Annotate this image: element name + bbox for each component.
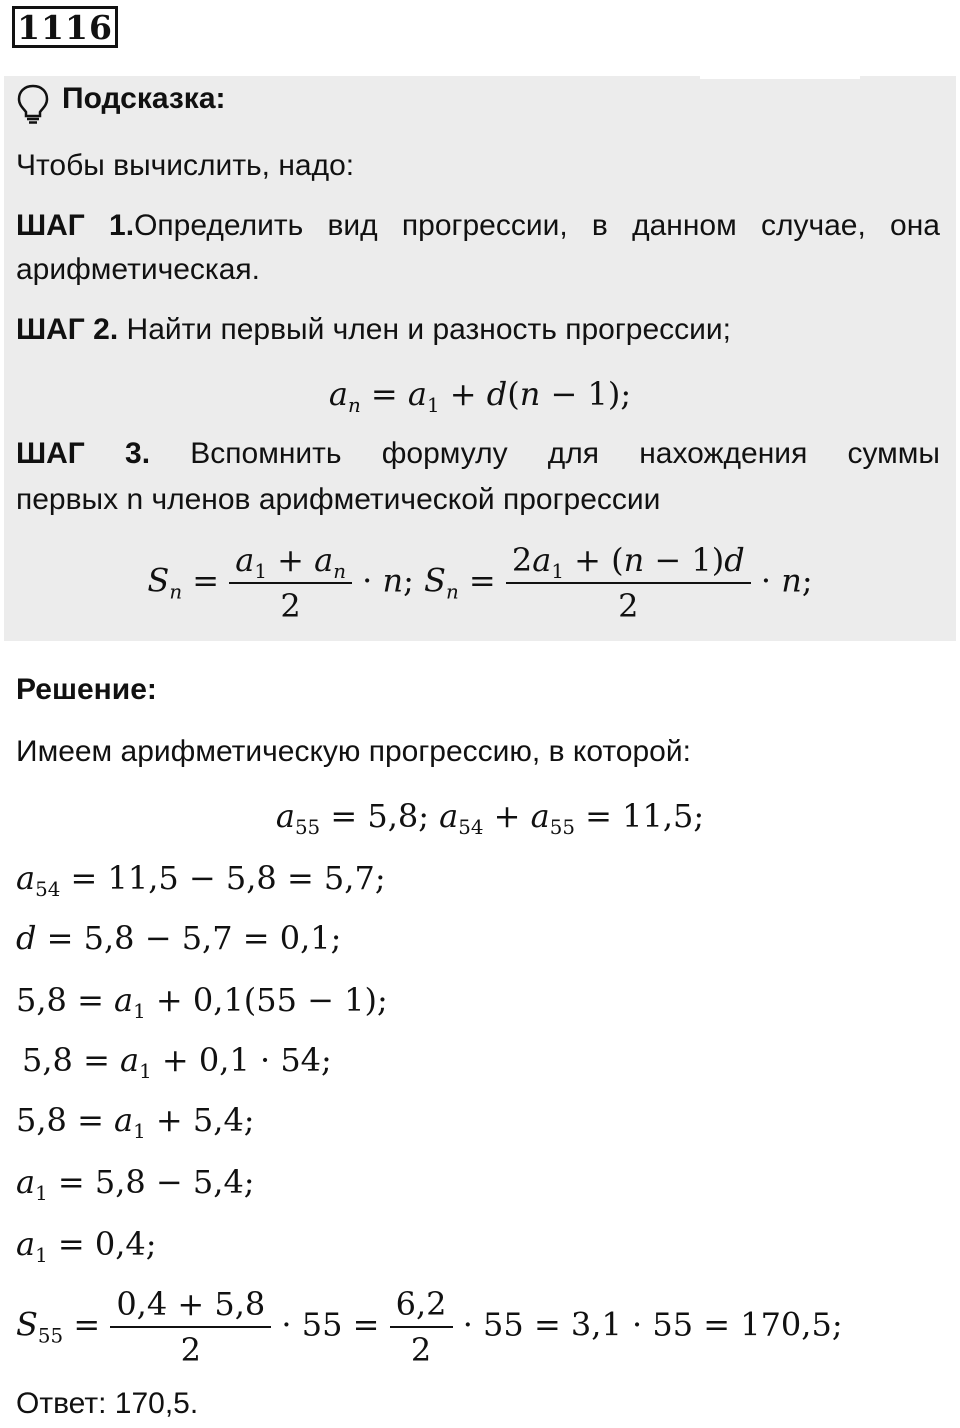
eq-a1-step4: $a_1 = 5,8 - 5,4$; [16, 1163, 255, 1205]
solution-intro: Имеем арифметическую прогрессию, в которой: [16, 735, 691, 768]
hint-intro: Чтобы вычислить, надо: [16, 149, 355, 182]
hint-step3-cont: первых n членов арифметической прогрессии [16, 483, 661, 516]
step3-label: ШАГ 3. [16, 437, 151, 470]
eq-a1-result: $a_1 = 0,4$; [16, 1225, 157, 1267]
given-values: $a_{55} = 5,8$; $a_{54} + a_{55} = 11,5$; [275, 797, 705, 839]
eq-a1-step1: $5,8 = a_1 + 0,1(55 - 1)$; [16, 981, 388, 1023]
step3-text-line1: Вспомнить формулу для нахождения суммы [190, 437, 940, 470]
step2-label: ШАГ 2. [16, 313, 119, 346]
answer: Ответ: 170,5. [16, 1387, 199, 1420]
hint-step3 [16, 432, 940, 476]
eq-a1-step3: $5,8 = a_1 + 5,4$; [16, 1101, 255, 1143]
hint-step1 [16, 204, 940, 248]
eq-sum-result: $S_{55}$ = $\frac{0,4 + 5,8}{2}$ · 55 = $\frac{6,2}{2}$ · 55 = 3,1 · 55 = 170,5; [16, 1282, 843, 1372]
task-number: 1116 [12, 6, 118, 48]
hint-title: Подсказка: [62, 82, 226, 115]
hint-step2 [16, 308, 731, 352]
solution-title: Решение: [16, 673, 157, 706]
formula-sum: $S_n$ = $\frac{a_1 + a_n}{2}$ · n; $S_n$ = $\frac{2a_1 + (n - 1)d}{2}$ · n; [0, 538, 960, 628]
eq-a54: $a_{54} = 11,5 - 5,8 = 5,7$; [16, 859, 386, 901]
step1-label: ШАГ 1. [16, 209, 135, 242]
step1-text-line1: Определить вид прогрессии, в данном случае, она [134, 209, 940, 242]
step2-text: Найти первый член и разность прогрессии; [118, 313, 732, 346]
eq-d: d = 5,8 − 5,7 = 0,1; [16, 919, 342, 957]
eq-a1-step2: $5,8 = a_1 + 0,1 \cdot 54$; [22, 1041, 332, 1083]
hint-step1-cont: арифметическая. [16, 253, 260, 286]
lightbulb-icon [16, 83, 50, 125]
formula-nth-term: $a_n = a_1 + d(n - 1)$; [328, 375, 632, 417]
